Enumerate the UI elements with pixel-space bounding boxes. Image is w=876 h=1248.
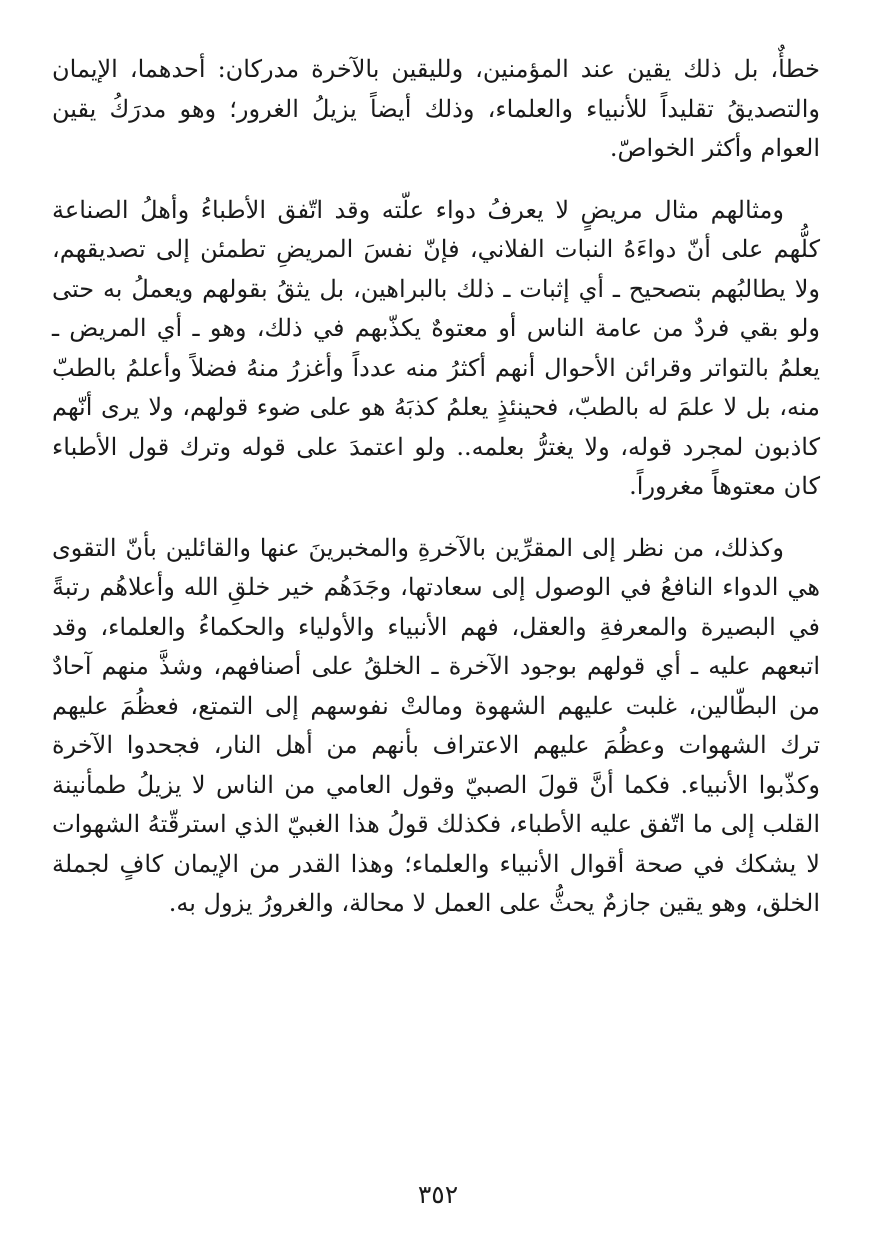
paragraph-2: ومثالهم مثال مريضٍ لا يعرفُ دواء علّته وقد اتّفق الأطباءُ وأهلُ الصناعة كلُّهم على أنّ دواءَهُ النبات الفلاني، فإنّ نفسَ المريضِ تطمئن إلى تصديقهم، ولا يطالبُهم بتصحيح ـ أي إثبات ـ ذلك بالبراهين، بل يثقُ بقولهم ويعملُ به حتى ولو بقي فردٌ من عامة الناس أو معتوهٌ يكذّبهم في ذلك، وهو ـ أي المريض ـ يعلمُ بالتواتر وقرائن الأحوال أنهم أكثرُ منه عدداً وأغزرُ منهُ فضلاً وأعلمُ بالطبّ منه، بل لا علمَ له بالطبّ، فحينئذٍ يعلمُ كذبَهُ هو على ضوء قولهم، ولا يرى أنّهم كاذبون لمجرد قوله، ولا يغترُّ بعلمه.. ولو اعتمدَ على قوله وترك قول الأطباء كان معتوهاً مغروراً. [52,195,820,500]
paragraph-1: خطأٌ، بل ذلك يقين عند المؤمنين، ولليقين بالآخرة مدركان: أحدهما، الإيمان والتصديقُ تقليداً للأنبياء والعلماء، وذلك أيضاً يزيلُ الغرور؛ وهو مدرَكُ يقين العوام وأكثر الخواصّ. [52,55,820,162]
paragraph-3: وكذلك، من نظر إلى المقرِّين بالآخرةِ والمخبرينَ عنها والقائلين بأنّ التقوى هي الدواء النافعُ في الوصول إلى سعادتها، وجَدَهُم خير خلقِ الله وأعلاهُم رتبةً في البصيرة والمعرفةِ والعقل، فهم الأنبياء والأولياء والحكماءُ والعلماء، وقد اتبعهم عليه ـ أي قولهم بوجود الآخرة ـ الخلقُ على أصنافهم، وشذَّ منهم آحادٌ من البطّالين، غلبت عليهم الشهوة ومالتْ نفوسهم إلى التمتع، فعظُمَ عليهم ترك الشهوات وعظُمَ عليهم الاعتراف بأنهم من أهل النار، فجحدوا الآخرة وكذّبوا الأنبياء. فكما أنَّ قولَ الصبيّ وقول العامي من الناس لا يزيلُ طمأنينة القلب إلى ما اتّفق عليه الأطباء، فكذلك قولُ هذا الغبيّ الذي استرقّتهُ الشهوات لا يشكك في صحة أقوال الأنبياء والعلماء؛ وهذا القدر من الإيمان كافٍ لجملة الخلق، وهو يقين جازمٌ يحثُّ على العمل لا محالة، والغرورُ يزول به. [52,533,821,917]
page-body [52,50,820,946]
page-number: ٣٥٢ [417,1180,459,1209]
